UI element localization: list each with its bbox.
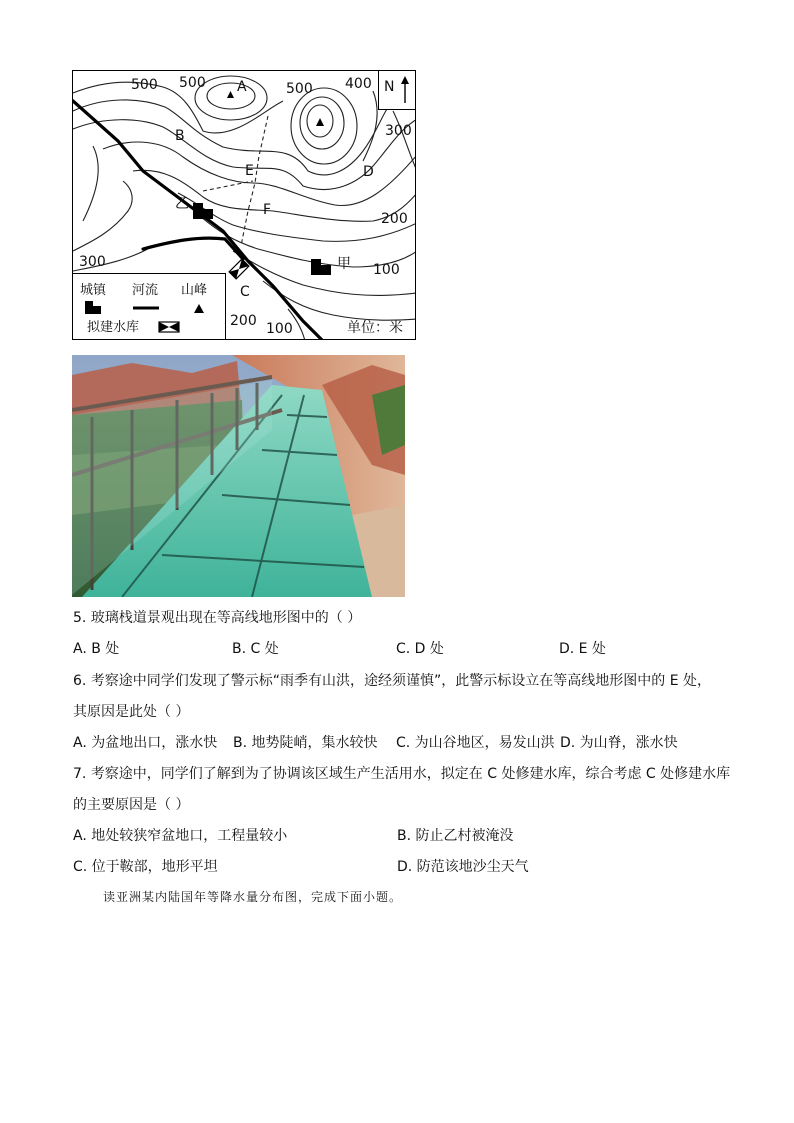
contour-label: 500 xyxy=(286,81,313,97)
point-label-c: C xyxy=(240,284,250,300)
contour-label: 100 xyxy=(373,262,400,278)
legend-reservoir-icon xyxy=(159,322,179,332)
next-section-intro: 读亚洲某内陆国年等降水量分布图，完成下面小题。 xyxy=(103,890,403,904)
legend-reservoir-label: 拟建水库 xyxy=(87,320,140,335)
glass-walkway-photo xyxy=(72,355,405,597)
contour-label: 200 xyxy=(230,313,257,329)
question-7-stem-line1: 7. 考察途中，同学们了解到为了协调该区域生产生活用水，拟定在 C 处修建水库，综合考虑 C 处修建水库 xyxy=(73,766,731,782)
north-arrow-icon xyxy=(379,71,415,109)
town-jia-icon xyxy=(311,259,331,275)
contour-label: 100 xyxy=(266,321,293,337)
legend-peak-label: 山峰 xyxy=(181,283,208,298)
question-7-option-a[interactable]: A. 地处较狭窄盆地口，工程量较小 xyxy=(73,828,288,844)
question-7-option-b[interactable]: B. 防止乙村被淹没 xyxy=(397,828,514,844)
village-jia-label: 甲 xyxy=(337,256,351,272)
legend-town-label: 城镇 xyxy=(80,283,107,298)
question-7-option-c[interactable]: C. 位于鞍部，地形平坦 xyxy=(73,859,218,875)
question-5-option-b[interactable]: B. C 处 xyxy=(232,641,279,657)
point-label-b: B xyxy=(175,128,185,144)
reservoir-icon xyxy=(229,259,249,279)
question-6-option-a[interactable]: A. 为盆地出口，涨水快 xyxy=(73,735,218,751)
question-5-option-c[interactable]: C. D 处 xyxy=(396,641,444,657)
contour-label: 500 xyxy=(131,77,158,93)
question-6-stem-line2: 其原因是此处（ ） xyxy=(73,704,190,720)
north-arrow-box xyxy=(378,71,415,110)
contour-map xyxy=(72,70,416,340)
peak-a-icon xyxy=(227,91,234,98)
legend-town-icon xyxy=(85,301,101,314)
contour-label: 200 xyxy=(381,211,408,227)
north-label: N xyxy=(384,79,395,95)
question-5-option-a[interactable]: A. B 处 xyxy=(73,641,120,657)
peak-east-icon xyxy=(316,118,324,126)
town-yi-icon xyxy=(193,203,213,219)
point-label-f: F xyxy=(263,202,272,218)
point-label-a: A xyxy=(237,79,247,95)
question-7-stem-line2: 的主要原因是（ ） xyxy=(73,797,190,813)
question-6-stem-line1: 6. 考察途中同学们发现了警示标“雨季有山洪，途经须谨慎”，此警示标设立在等高线地形图中的 E 处， xyxy=(73,673,712,689)
question-6-option-d[interactable]: D. 为山脊，涨水快 xyxy=(560,735,678,751)
question-6-option-c[interactable]: C. 为山谷地区，易发山洪 xyxy=(396,735,555,751)
contour-label: 400 xyxy=(345,76,372,92)
question-6-option-b[interactable]: B. 地势陡峭，集水较快 xyxy=(233,735,378,751)
contour-label: 300 xyxy=(79,254,106,270)
contour-label: 300 xyxy=(385,123,412,139)
legend-river-label: 河流 xyxy=(132,283,159,298)
map-unit: 单位：米 xyxy=(347,320,403,336)
point-label-d: D xyxy=(363,164,374,180)
question-7-option-d[interactable]: D. 防范该地沙尘天气 xyxy=(397,859,529,875)
contour-label: 500 xyxy=(179,75,206,91)
point-label-e: E xyxy=(245,163,254,179)
glass-walkway-illustration xyxy=(72,355,405,597)
question-5-stem: 5. 玻璃栈道景观出现在等高线地形图中的（ ） xyxy=(73,610,362,626)
question-5-option-d[interactable]: D. E 处 xyxy=(559,641,606,657)
village-yi-label: 乙 xyxy=(175,196,189,212)
map-legend xyxy=(73,273,226,340)
legend-peak-icon xyxy=(194,304,204,313)
